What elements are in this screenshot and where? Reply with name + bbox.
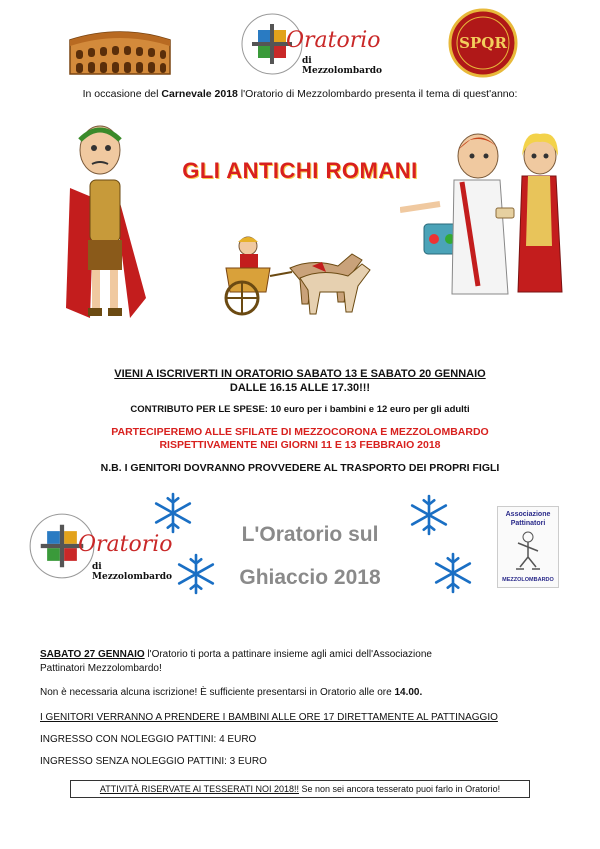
ice-event-title-line-1: L'Oratorio sul — [241, 523, 379, 546]
roman-children-illustration — [400, 126, 585, 306]
signup-line-1: VIENI A ISCRIVERTI IN ORATORIO SABATO 13 E SABATO 20 GENNAIO — [114, 368, 486, 380]
colosseum-illustration — [66, 18, 174, 78]
price-with-rental: INGRESSO CON NOLEGGIO PATTINI: 4 EURO — [40, 734, 257, 745]
price-without-rental: INGRESSO SENZA NOLEGGIO PATTINI: 3 EURO — [40, 756, 267, 767]
oratorio-logo-secondary-subtitle: di Mezzolombardo — [92, 562, 173, 582]
skater-icon — [512, 531, 544, 573]
oratorio-logo-secondary-name: Oratorio — [78, 532, 173, 557]
intro-text: In occasione del Carnevale 2018 l'Oratorio di Mezzolombardo presenta il tema di quest'anno: — [82, 88, 518, 100]
oratorio-logo-subtitle: di Mezzolombardo — [302, 56, 383, 76]
snowflake-icon — [408, 494, 450, 536]
parade-line-1: PARTECIPEREMO ALLE SFILATE DI MEZZOCORONA E MEZZOLOMBARDO — [111, 426, 489, 438]
pickup-note: I GENITORI VERRANNO A PRENDERE I BAMBINI ALLE ORE 17 DIRETTAMENTE AL PATTINAGGIO — [40, 712, 498, 723]
spqr-text: SPQR — [459, 34, 507, 52]
snowflake-icon — [175, 553, 217, 595]
association-logo-line-2: Pattinatori — [510, 520, 546, 527]
skating-intro: SABATO 27 GENNAIO l'Oratorio ti porta a pattinare insieme agli amici dell'Associazione Pattinatori Mezzolombardo! — [40, 649, 432, 674]
ice-event-title-line-2: Ghiaccio 2018 — [239, 566, 381, 589]
association-logo-town: MEZZOLOMBARDO — [502, 577, 554, 583]
roman-emperor-illustration — [60, 118, 150, 333]
snowflake-icon — [432, 552, 474, 594]
skating-date: SABATO 27 GENNAIO — [40, 649, 145, 660]
oratorio-logo — [240, 10, 383, 80]
contribution-line: CONTRIBUTO PER LE SPESE: 10 euro per i bambini e 12 euro per gli adulti — [130, 404, 470, 415]
snowflake-icon — [152, 492, 194, 534]
parade-info — [0, 426, 600, 452]
signup-line-2: DALLE 16.15 ALLE 17.30!!! — [229, 382, 371, 394]
no-registration-note: Non è necessaria alcuna iscrizione! È sufficiente presentarsi in Oratorio alle ore 14.00. — [40, 687, 423, 698]
association-logo-line-1: Associazione — [505, 511, 551, 518]
parade-line-2: RISPETTIVAMENTE NEI GIORNI 11 E 13 FEBBRAIO 2018 — [159, 439, 441, 451]
chariot-illustration — [212, 232, 372, 322]
parents-note: N.B. I GENITORI DOVRANNO PROVVEDERE AL TRASPORTO DEI PROPRI FIGLI — [100, 462, 500, 474]
spqr-seal — [448, 8, 518, 78]
theme-title: GLI ANTICHI ROMANI — [182, 158, 418, 183]
association-logo — [497, 506, 559, 588]
signup-dates — [0, 367, 600, 395]
members-only-notice: ATTIVITÀ RISERVATE AI TESSERATI NOI 2018!! Se non sei ancora tesserato puoi farlo in Oratorio! — [70, 780, 530, 798]
oratorio-logo-name: Oratorio — [286, 28, 381, 53]
